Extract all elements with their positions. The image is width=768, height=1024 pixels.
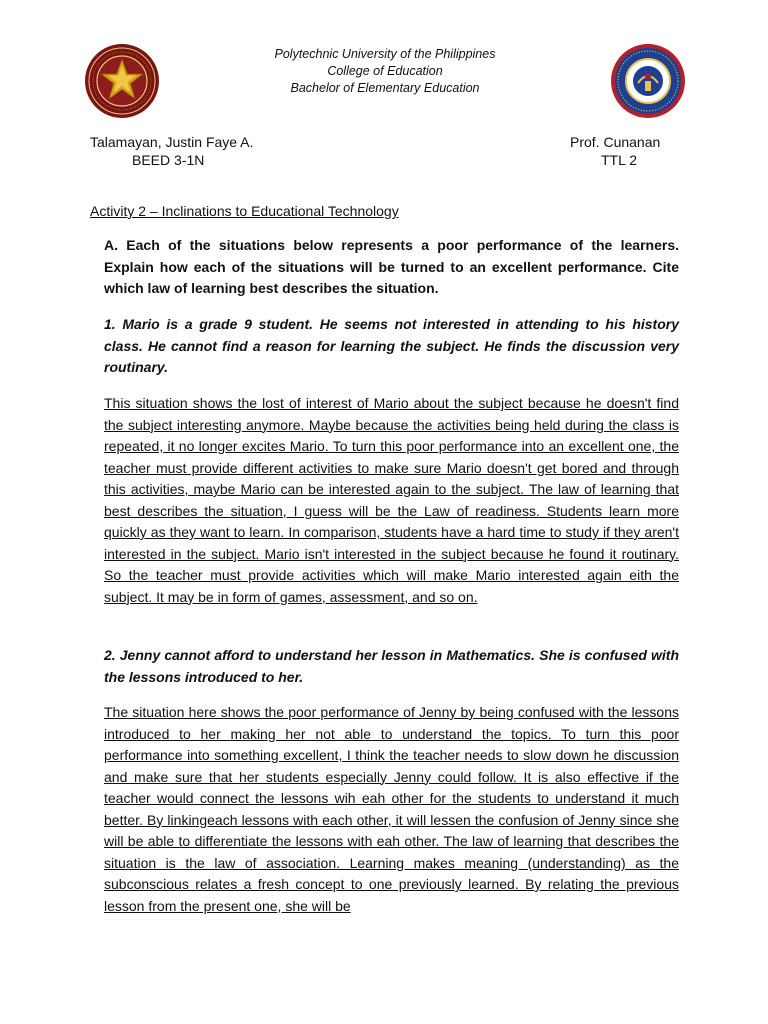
instructions-text: A. Each of the situations below represents a poor performance of the learners. Explain how each of the situations will be turned to an excellent performance. Cite which law of learning best describes the situation. xyxy=(104,237,679,296)
instructor-info xyxy=(570,133,660,169)
university-name: Polytechnic University of the Philippines xyxy=(274,47,496,61)
pup-seal-icon xyxy=(84,43,160,119)
answer-1: This situation shows the lost of interest of Mario about the subject because he doesn't find the subject interesting anymore. Maybe because the activities being held during the class is repeated, it no longer excites Mario. To turn this poor performance into an excellent one, the teacher must provide different activities to make sure Mario doesn't get bored and through this activities, maybe Mario can be interested again to the subject. The law of learning that best describes the situation, I guess will be the Law of readiness. Students learn more quickly as they want to learn. In comparison, students have a hard time to study if they aren't interested in the subject. Mario isn't interested in the subject because he found it routinary. So the teacher must provide activities which will make Mario interested again eith the subject. It may be in form of games, assessment, and so on. xyxy=(104,395,679,605)
document-header xyxy=(180,46,590,97)
activity-title: Activity 2 – Inclinations to Educational Technology xyxy=(90,203,399,219)
student-section: BEED 3-1N xyxy=(132,152,205,168)
instructor-name: Prof. Cunanan xyxy=(570,134,661,150)
answer-2: The situation here shows the poor performance of Jenny by being confused with the lessons introduced to her making her not able to understand the topics. To turn this poor performance into something excellent, I think the teacher needs to slow down he discussion and make sure that her students especially Jenny could follow. It is also effective if the teacher would connect the lessons wih eah other for the students to understand it much better. By linkingeach lessons with each other, it will lessen the confusion of Jenny since she will be able to differentiate the lessons with eah other. The law of learning that describes the situation is the law of association. Learning makes meaning (understanding) as the subconscious relates a fresh concept to one previously learned. By relating the previous lesson from the present one, she will be xyxy=(104,704,679,914)
student-name: Talamayan, Justin Faye A. xyxy=(90,134,254,150)
college-name: College of Education xyxy=(327,64,443,78)
program-name: Bachelor of Elementary Education xyxy=(290,81,480,95)
question-1: 1. Mario is a grade 9 student. He seems not interested in attending to his history class. He cannot find a reason for learning the subject. He finds the discussion very routinary. xyxy=(104,316,679,375)
student-info xyxy=(90,133,253,169)
question-2: 2. Jenny cannot afford to understand her lesson in Mathematics. She is confused with the lessons introduced to her. xyxy=(104,647,679,685)
college-seal-icon xyxy=(610,43,686,119)
course-code: TTL 2 xyxy=(601,152,638,168)
